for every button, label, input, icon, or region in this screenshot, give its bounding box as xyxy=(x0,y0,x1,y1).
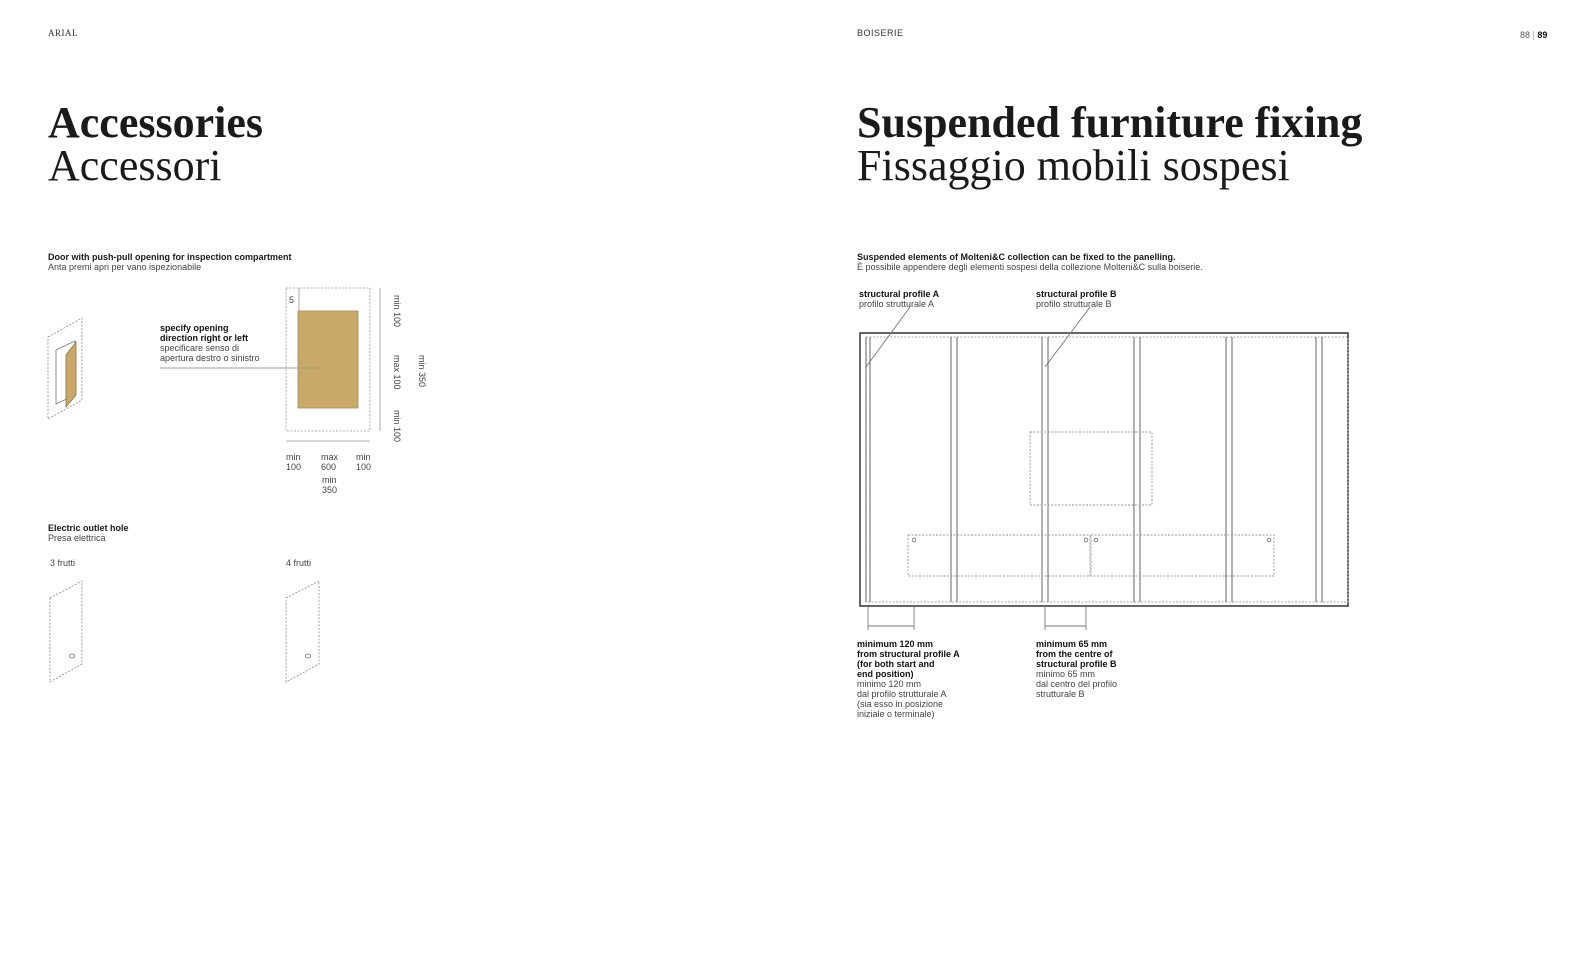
door-note-en-1: specify opening xyxy=(160,323,229,333)
door-isometric xyxy=(48,318,82,419)
note-a-it-line: (sia esso in posizione xyxy=(857,699,944,709)
door-dim-bottom-left-1: min xyxy=(286,452,301,462)
door-note-en-2: direction right or left xyxy=(160,333,249,343)
door-dim-bottom-mid-3: min xyxy=(322,475,337,485)
page-number-prev: 88 xyxy=(1520,30,1531,40)
door-dim-top: 5 xyxy=(289,295,295,305)
door-dim-right-mid-min: min 350 xyxy=(417,355,427,388)
outlet-option-3: 3 frutti xyxy=(50,558,76,568)
running-header-left: ARIAL xyxy=(48,28,78,38)
profile-a-label-en: structural profile A xyxy=(859,289,940,299)
page-numbers: 88 | 89 xyxy=(1520,30,1548,40)
page-number-current: 89 xyxy=(1537,30,1548,40)
door-dim-bottom-right-2: 100 xyxy=(356,462,372,472)
door-dim-bottom-mid-4: 350 xyxy=(322,485,338,495)
note-b-it-line: dal centro del profilo xyxy=(1036,679,1118,689)
door-dim-bottom-mid-2: 600 xyxy=(321,462,337,472)
door-panel xyxy=(298,311,358,408)
running-header-right: BOISERIE xyxy=(857,28,904,38)
outlet-option-4: 4 frutti xyxy=(286,558,312,568)
note-b-it-line: strutturale B xyxy=(1036,689,1085,699)
note-a-en-line: from structural profile A xyxy=(857,649,960,659)
profile-a-label-it: profilo strutturale A xyxy=(859,299,935,309)
note-a-en-line: (for both start and xyxy=(857,659,935,669)
outlet-caption-it: Presa elettrica xyxy=(48,533,106,543)
door-dim-bottom-left-2: 100 xyxy=(286,462,302,472)
note-a-en-line: minimum 120 mm xyxy=(857,639,934,649)
profile-b-label-it: profilo strutturale B xyxy=(1036,299,1112,309)
note-a-it-line: minimo 120 mm xyxy=(857,679,922,689)
left-title-it: Accessori xyxy=(48,141,222,190)
note-b-it-line: minimo 65 mm xyxy=(1036,669,1096,679)
outlet-caption-en: Electric outlet hole xyxy=(48,523,129,533)
outlet-panel-4 xyxy=(286,581,319,682)
door-caption-en: Door with push-pull opening for inspection compartment xyxy=(48,252,292,262)
door-note-it-1: specificare senso di xyxy=(160,343,240,353)
outlet-panel-3 xyxy=(50,581,82,682)
door-dim-bottom-mid-1: max xyxy=(321,452,339,462)
door-dim-right-bottom: min 100 xyxy=(392,410,402,443)
door-dim-bottom-right-1: min xyxy=(356,452,371,462)
door-caption-it: Anta premi apri per vano ispezionabile xyxy=(48,262,202,272)
left-title-en: Accessories xyxy=(48,98,264,147)
note-a-it-line: iniziale o terminale) xyxy=(857,709,935,719)
note-a-en-line: end position) xyxy=(857,669,914,679)
door-dim-right-mid-max: max 100 xyxy=(392,355,402,390)
note-b-en-line: minimum 65 mm xyxy=(1036,639,1108,649)
fixing-caption-it: È possibile appendere degli elementi sospesi della collezione Molteni&C sulla boiserie. xyxy=(857,262,1203,272)
door-note-it-2: apertura destro o sinistro xyxy=(160,353,260,363)
right-title-it: Fissaggio mobili sospesi xyxy=(857,141,1290,190)
right-title-en: Suspended furniture fixing xyxy=(857,98,1363,147)
door-dim-right-top: min 100 xyxy=(392,295,402,328)
note-a-it-line: dal profilo strutturale A xyxy=(857,689,947,699)
note-b-en-line: structural profile B xyxy=(1036,659,1117,669)
suspended-fixing-drawing xyxy=(860,307,1348,630)
profile-b-label-en: structural profile B xyxy=(1036,289,1117,299)
note-b-en-line: from the centre of xyxy=(1036,649,1113,659)
fixing-caption-en: Suspended elements of Molteni&C collection can be fixed to the panelling. xyxy=(857,252,1176,262)
